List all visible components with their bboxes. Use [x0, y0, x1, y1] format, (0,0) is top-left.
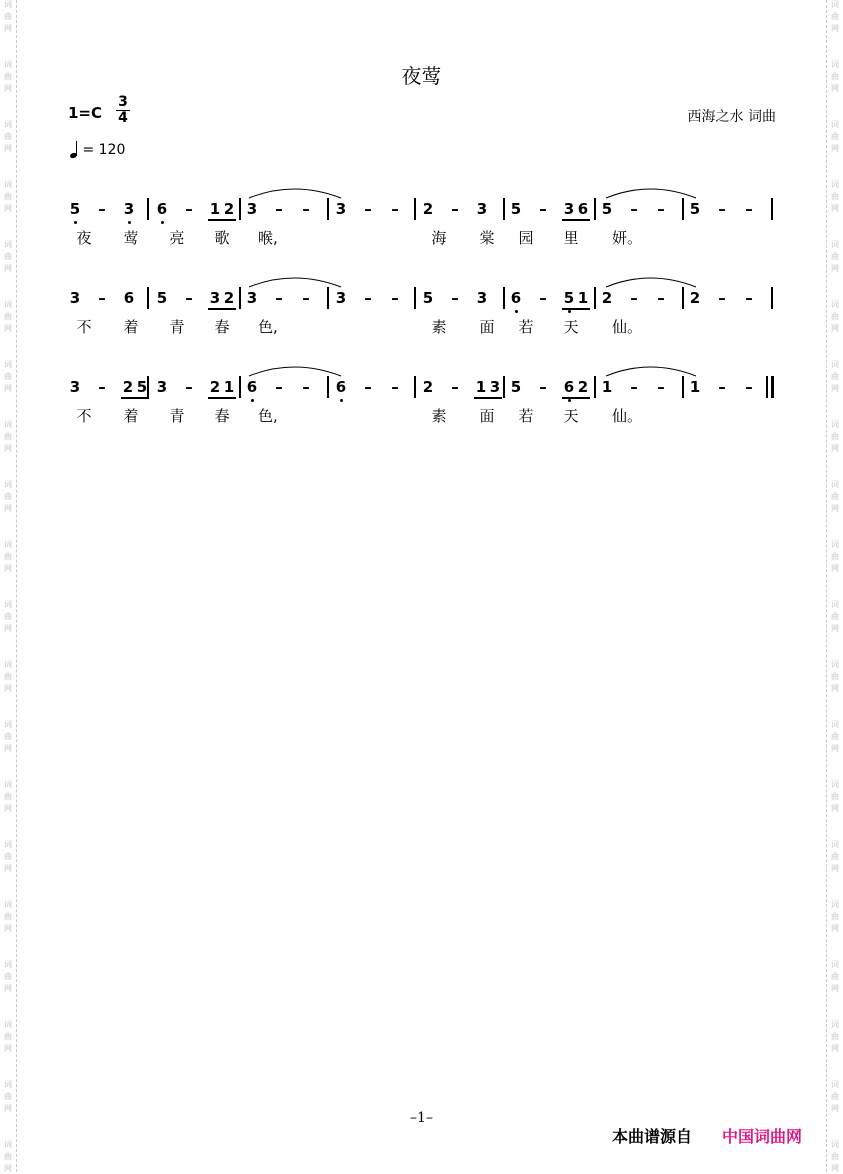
- lyric-syllable: 不: [76, 318, 92, 336]
- lyric-syllable: 色,: [258, 318, 278, 336]
- watermark-char: 曲: [4, 672, 12, 681]
- score-row: [0, 289, 843, 369]
- dash: –: [718, 200, 726, 218]
- note: 5: [689, 200, 701, 218]
- barline: [147, 198, 149, 220]
- watermark-char: 曲: [4, 972, 12, 981]
- tie-arc: [248, 273, 344, 289]
- note: 3: [156, 378, 168, 396]
- barline: [682, 198, 684, 220]
- note: 3: [335, 289, 347, 307]
- dash: –: [185, 289, 193, 307]
- watermark-char: 词: [4, 480, 12, 489]
- eighth-underline: [562, 219, 590, 221]
- barline: [414, 376, 416, 398]
- watermark-char: 网: [831, 1044, 839, 1053]
- watermark-char: 曲: [831, 972, 839, 981]
- barline: [594, 376, 596, 398]
- watermark-char: 曲: [831, 672, 839, 681]
- page-number: –1–: [410, 1110, 433, 1126]
- watermark-char: 曲: [831, 852, 839, 861]
- watermark-char: 网: [4, 204, 12, 213]
- watermark-char: 网: [4, 264, 12, 273]
- low-octave-dot: [74, 221, 77, 224]
- watermark-char: 词: [831, 180, 839, 189]
- dash: –: [657, 378, 665, 396]
- watermark-char: 曲: [4, 1092, 12, 1101]
- note: 3: [69, 289, 81, 307]
- watermark-char: 曲: [831, 912, 839, 921]
- watermark-char: 词: [831, 960, 839, 969]
- dash: –: [630, 289, 638, 307]
- watermark-char: 网: [4, 984, 12, 993]
- lyric-syllable: 歌: [214, 229, 230, 247]
- time-signature-bottom: 4: [118, 110, 128, 126]
- watermark-char: 曲: [831, 1032, 839, 1041]
- barline: [594, 287, 596, 309]
- tie-arc: [248, 184, 344, 200]
- note: 3: [563, 200, 575, 218]
- watermark-char: 网: [4, 24, 12, 33]
- barline: [239, 198, 241, 220]
- watermark-char: 网: [831, 984, 839, 993]
- note: 2: [223, 289, 235, 307]
- watermark-char: 曲: [4, 132, 12, 141]
- watermark-char: 网: [831, 264, 839, 273]
- note: 1: [577, 289, 589, 307]
- watermark-char: 曲: [831, 612, 839, 621]
- dash: –: [302, 289, 310, 307]
- note: 2: [209, 378, 221, 396]
- watermark-char: 曲: [4, 192, 12, 201]
- watermark-char: 网: [4, 84, 12, 93]
- note: 3: [209, 289, 221, 307]
- song-title: 夜莺: [401, 64, 442, 88]
- eighth-underline: [474, 397, 502, 399]
- eighth-underline: [121, 397, 149, 399]
- note: 2: [689, 289, 701, 307]
- note: 2: [422, 200, 434, 218]
- dash: –: [657, 289, 665, 307]
- watermark-char: 词: [4, 840, 12, 849]
- eighth-underline: [208, 308, 236, 310]
- watermark-char: 词: [831, 720, 839, 729]
- note: 2: [577, 378, 589, 396]
- watermark-char: 曲: [831, 192, 839, 201]
- dash: –: [364, 378, 372, 396]
- watermark-char: 词: [831, 840, 839, 849]
- low-octave-dot: [515, 310, 518, 313]
- dash: –: [391, 289, 399, 307]
- low-octave-dot: [340, 399, 343, 402]
- watermark-char: 曲: [4, 852, 12, 861]
- watermark-char: 词: [831, 1140, 839, 1149]
- watermark-char: 词: [831, 120, 839, 129]
- watermark-char: 曲: [831, 252, 839, 261]
- lyric-syllable: 素: [431, 407, 447, 425]
- note: 2: [601, 289, 613, 307]
- watermark-char: 词: [4, 1080, 12, 1089]
- source-label: 本曲谱源自: [612, 1127, 693, 1146]
- dash: –: [539, 200, 547, 218]
- lyric-syllable: 天: [563, 407, 579, 425]
- note: 3: [476, 289, 488, 307]
- watermark-char: 曲: [831, 12, 839, 21]
- barline: [239, 376, 241, 398]
- dash: –: [275, 200, 283, 218]
- dash: –: [718, 289, 726, 307]
- dash: –: [302, 200, 310, 218]
- watermark-char: 网: [831, 624, 839, 633]
- note: 6: [577, 200, 589, 218]
- watermark-char: 曲: [4, 552, 12, 561]
- watermark-char: 网: [831, 204, 839, 213]
- lyric-syllable: 面: [479, 318, 495, 336]
- watermark-char: 曲: [831, 1092, 839, 1101]
- watermark-char: 词: [831, 540, 839, 549]
- watermark-char: 词: [831, 240, 839, 249]
- low-octave-dot: [161, 221, 164, 224]
- eighth-underline: [562, 397, 590, 399]
- lyric-syllable: 喉,: [258, 229, 278, 247]
- watermark-char: 词: [4, 60, 12, 69]
- watermark-char: 词: [4, 720, 12, 729]
- watermark-char: 词: [4, 300, 12, 309]
- watermark-char: 网: [4, 324, 12, 333]
- watermark-char: 词: [4, 660, 12, 669]
- dash: –: [745, 378, 753, 396]
- watermark-char: 词: [831, 300, 839, 309]
- watermark-char: 网: [4, 444, 12, 453]
- note: 5: [510, 200, 522, 218]
- watermark-char: 曲: [4, 312, 12, 321]
- lyric-syllable: 夜: [76, 229, 92, 247]
- watermark-char: 网: [4, 684, 12, 693]
- final-barline: [771, 376, 774, 398]
- note: 6: [156, 200, 168, 218]
- right-watermark-strip: [826, 0, 843, 1172]
- watermark-char: 词: [831, 660, 839, 669]
- barline: [771, 198, 773, 220]
- watermark-char: 网: [831, 564, 839, 573]
- author-credit: 西海之水 词曲: [687, 109, 776, 125]
- watermark-char: 曲: [4, 732, 12, 741]
- note: 1: [689, 378, 701, 396]
- watermark-char: 曲: [831, 552, 839, 561]
- tie-arc: [248, 362, 344, 378]
- note: 5: [601, 200, 613, 218]
- watermark-char: 网: [831, 684, 839, 693]
- note: 6: [335, 378, 347, 396]
- lyric-syllable: 仙。: [612, 318, 643, 336]
- barline: [147, 287, 149, 309]
- low-octave-dot: [251, 399, 254, 402]
- note: 3: [489, 378, 501, 396]
- watermark-char: 词: [4, 1020, 12, 1029]
- watermark-char: 曲: [4, 912, 12, 921]
- note: 6: [510, 289, 522, 307]
- watermark-char: 曲: [831, 312, 839, 321]
- lyric-syllable: 妍。: [612, 229, 643, 247]
- score-row: [0, 378, 843, 458]
- lyric-syllable: 棠: [479, 229, 495, 247]
- page-number-value: 1: [417, 1110, 426, 1126]
- barline: [771, 287, 773, 309]
- watermark-char: 词: [831, 900, 839, 909]
- watermark-char: 曲: [831, 732, 839, 741]
- dash: –: [630, 200, 638, 218]
- barline: [503, 376, 505, 398]
- dash: –: [451, 378, 459, 396]
- lyric-syllable: 仙。: [612, 407, 643, 425]
- watermark-char: 曲: [4, 492, 12, 501]
- watermark-char: 曲: [831, 72, 839, 81]
- watermark-char: 网: [831, 804, 839, 813]
- watermark-char: 词: [831, 360, 839, 369]
- score-row: [0, 200, 843, 280]
- watermark-char: 网: [4, 744, 12, 753]
- barline: [327, 376, 329, 398]
- watermark-char: 网: [4, 504, 12, 513]
- watermark-char: 词: [831, 60, 839, 69]
- dash: –: [745, 289, 753, 307]
- lyric-syllable: 春: [214, 318, 230, 336]
- dash: –: [364, 200, 372, 218]
- low-octave-dot: [568, 399, 571, 402]
- watermark-char: 词: [4, 180, 12, 189]
- note: 5: [422, 289, 434, 307]
- watermark-char: 网: [831, 24, 839, 33]
- lyric-syllable: 着: [123, 407, 139, 425]
- dash: –: [745, 200, 753, 218]
- dash: –: [275, 289, 283, 307]
- watermark-char: 网: [831, 384, 839, 393]
- note: 5: [510, 378, 522, 396]
- watermark-char: 网: [4, 624, 12, 633]
- watermark-char: 词: [4, 120, 12, 129]
- low-octave-dot: [128, 221, 131, 224]
- dash: –: [275, 378, 283, 396]
- barline: [594, 198, 596, 220]
- quarter-note-icon: [70, 140, 78, 158]
- watermark-char: 网: [831, 864, 839, 873]
- watermark-char: 网: [831, 924, 839, 933]
- lyric-syllable: 着: [123, 318, 139, 336]
- lyric-syllable: 海: [431, 229, 447, 247]
- dash: –: [98, 378, 106, 396]
- time-signature: [115, 95, 131, 126]
- key-signature: 1=C: [68, 104, 103, 122]
- lyric-syllable: 天: [563, 318, 579, 336]
- watermark-char: 曲: [4, 432, 12, 441]
- watermark-char: 曲: [4, 1032, 12, 1041]
- watermark-char: 网: [831, 84, 839, 93]
- low-octave-dot: [568, 310, 571, 313]
- watermark-char: 曲: [831, 132, 839, 141]
- lyric-syllable: 素: [431, 318, 447, 336]
- eighth-underline: [208, 397, 236, 399]
- dash: –: [451, 200, 459, 218]
- barline: [327, 198, 329, 220]
- note: 5: [156, 289, 168, 307]
- note: 3: [69, 378, 81, 396]
- lyric-syllable: 园: [518, 229, 534, 247]
- dash: –: [302, 378, 310, 396]
- watermark-char: 词: [4, 900, 12, 909]
- left-watermark-strip: [0, 0, 17, 1172]
- lyric-syllable: 里: [563, 229, 579, 247]
- watermark-char: 网: [4, 384, 12, 393]
- watermark-char: 曲: [4, 72, 12, 81]
- barline: [327, 287, 329, 309]
- watermark-char: 曲: [831, 492, 839, 501]
- watermark-char: 词: [831, 1020, 839, 1029]
- watermark-char: 词: [4, 780, 12, 789]
- watermark-char: 曲: [4, 252, 12, 261]
- tie-arc: [605, 184, 699, 200]
- lyric-syllable: 若: [518, 318, 534, 336]
- note: 3: [476, 200, 488, 218]
- watermark-char: 曲: [4, 792, 12, 801]
- tempo-marking: [70, 140, 125, 158]
- lyric-syllable: 亮: [169, 229, 185, 247]
- note: 5: [69, 200, 81, 218]
- watermark-char: 词: [4, 420, 12, 429]
- lyric-syllable: 春: [214, 407, 230, 425]
- barline: [147, 376, 149, 398]
- dash: –: [391, 200, 399, 218]
- note: 2: [223, 200, 235, 218]
- watermark-char: 词: [4, 540, 12, 549]
- watermark-char: 词: [4, 240, 12, 249]
- note: 1: [475, 378, 487, 396]
- watermark-char: 网: [4, 1044, 12, 1053]
- note: 3: [246, 200, 258, 218]
- barline: [503, 198, 505, 220]
- watermark-char: 曲: [4, 372, 12, 381]
- watermark-char: 网: [4, 1164, 12, 1173]
- lyric-syllable: 青: [169, 407, 185, 425]
- dash: –: [539, 378, 547, 396]
- watermark-char: 曲: [831, 372, 839, 381]
- lyric-syllable: 面: [479, 407, 495, 425]
- watermark-char: 词: [831, 420, 839, 429]
- watermark-char: 词: [4, 0, 12, 9]
- dash: –: [98, 289, 106, 307]
- dash: –: [630, 378, 638, 396]
- lyric-syllable: 若: [518, 407, 534, 425]
- note: 6: [123, 289, 135, 307]
- dash: –: [451, 289, 459, 307]
- watermark-char: 网: [4, 1104, 12, 1113]
- watermark-char: 网: [4, 864, 12, 873]
- dash: –: [98, 200, 106, 218]
- note: 1: [209, 200, 221, 218]
- watermark-char: 词: [831, 480, 839, 489]
- note: 6: [246, 378, 258, 396]
- note: 2: [422, 378, 434, 396]
- barline: [682, 376, 684, 398]
- watermark-char: 词: [4, 360, 12, 369]
- time-signature-top: 3: [118, 94, 128, 110]
- lyric-syllable: 青: [169, 318, 185, 336]
- note: 5: [136, 378, 148, 396]
- barline: [682, 287, 684, 309]
- note: 1: [223, 378, 235, 396]
- watermark-char: 网: [4, 564, 12, 573]
- note: 3: [246, 289, 258, 307]
- watermark-char: 网: [831, 144, 839, 153]
- note: 2: [122, 378, 134, 396]
- barline: [503, 287, 505, 309]
- watermark-char: 网: [831, 1104, 839, 1113]
- watermark-char: 曲: [831, 792, 839, 801]
- watermark-char: 网: [831, 324, 839, 333]
- dash: –: [185, 378, 193, 396]
- barline: [414, 287, 416, 309]
- watermark-char: 词: [4, 960, 12, 969]
- watermark-char: 词: [4, 1140, 12, 1149]
- lyric-syllable: 莺: [123, 229, 139, 247]
- watermark-char: 曲: [831, 1152, 839, 1161]
- lyric-syllable: 不: [76, 407, 92, 425]
- watermark-char: 网: [831, 444, 839, 453]
- note: 5: [563, 289, 575, 307]
- source-site-link[interactable]: 中国词曲网: [722, 1127, 803, 1146]
- watermark-char: 词: [831, 780, 839, 789]
- watermark-char: 网: [831, 504, 839, 513]
- watermark-char: 曲: [831, 432, 839, 441]
- watermark-char: 词: [4, 600, 12, 609]
- lyric-syllable: 色,: [258, 407, 278, 425]
- watermark-char: 曲: [4, 1152, 12, 1161]
- tempo-value: = 120: [82, 142, 126, 158]
- dash: –: [364, 289, 372, 307]
- barline: [766, 376, 768, 398]
- barline: [239, 287, 241, 309]
- eighth-underline: [208, 219, 236, 221]
- watermark-char: 词: [831, 0, 839, 9]
- note: 3: [123, 200, 135, 218]
- dash: –: [657, 200, 665, 218]
- dash: –: [185, 200, 193, 218]
- tie-arc: [605, 362, 699, 378]
- note: 6: [563, 378, 575, 396]
- watermark-char: 网: [831, 744, 839, 753]
- watermark-char: 网: [4, 804, 12, 813]
- watermark-char: 网: [831, 1164, 839, 1173]
- note: 3: [335, 200, 347, 218]
- dash: –: [718, 378, 726, 396]
- watermark-char: 词: [831, 600, 839, 609]
- tie-arc: [605, 273, 699, 289]
- dash: –: [391, 378, 399, 396]
- dash: –: [539, 289, 547, 307]
- barline: [414, 198, 416, 220]
- watermark-char: 词: [831, 1080, 839, 1089]
- watermark-char: 曲: [4, 12, 12, 21]
- watermark-char: 网: [4, 924, 12, 933]
- eighth-underline: [562, 308, 590, 310]
- watermark-char: 曲: [4, 612, 12, 621]
- watermark-char: 网: [4, 144, 12, 153]
- note: 1: [601, 378, 613, 396]
